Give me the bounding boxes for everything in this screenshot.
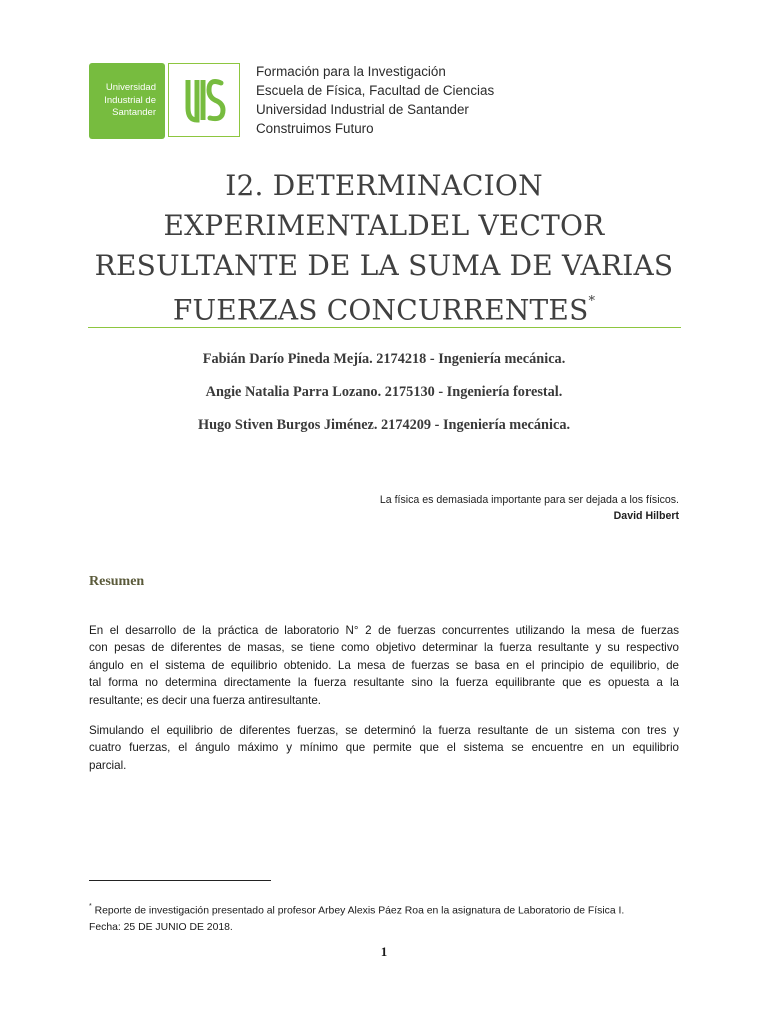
title-line-last <box>80 286 688 330</box>
institution-line: Universidad Industrial de Santander <box>256 102 469 117</box>
title-line-text: FUERZAS CONCURRENTES <box>172 293 589 327</box>
author-line: Angie Natalia Parra Lozano. 2175130 - Ingeniería forestal. <box>205 384 563 400</box>
university-logo-text: Universidad Industrial de Santander <box>104 82 156 119</box>
author-line: Hugo Stiven Burgos Jiménez. 2174209 - Ingeniería mecánica. <box>197 417 571 433</box>
footnote-mark: * <box>89 903 92 910</box>
institution-line: Construimos Futuro <box>256 121 374 136</box>
paragraph-line: con pesas de diferentes de masas, se tiene como objetivo determinar la fuerza resultante y su respectivo <box>89 641 679 655</box>
footnote <box>89 900 681 936</box>
footnote-divider <box>89 880 271 881</box>
title-line: RESULTANTE DE LA SUMA DE VARIAS <box>94 249 674 282</box>
paragraph-line: resultante; es decir una fuerza antiresultante. <box>89 693 322 707</box>
institution-line: Escuela de Física, Facultad de Ciencias <box>256 83 495 98</box>
footnote-line-1 <box>89 900 681 920</box>
institution-line: Formación para la Investigación <box>256 64 446 79</box>
epigraph-quote: La física es demasiada importante para ser dejada a los físicos. <box>379 494 679 506</box>
footnote-line-2: Fecha: 25 DE JUNIO DE 2018. <box>89 921 233 933</box>
paragraph-line: ángulo en el sistema de equilibrio obtenido. La mesa de fuerzas se basa en el principio de equilibrio, de <box>89 658 679 672</box>
paper-title <box>80 166 688 330</box>
abstract-heading: Resumen <box>89 574 145 589</box>
author-line: Fabián Darío Pineda Mejía. 2174218 - Ingeniería mecánica. <box>202 351 566 367</box>
title-divider <box>88 327 681 328</box>
paragraph-line: Simulando el equilibrio de diferentes fuerzas, se determinó la fuerza resultante de un sistema con tres y <box>89 724 679 737</box>
title-footnote-mark: * <box>588 294 596 309</box>
epigraph <box>380 492 679 524</box>
institution-block <box>256 62 556 138</box>
author-list <box>80 347 688 446</box>
university-logo <box>89 63 165 139</box>
abstract-paragraph-1 <box>89 622 679 709</box>
title-line: I2. DETERMINACION <box>225 169 543 202</box>
paragraph-line: En el desarrollo de la práctica de laboratorio N° 2 de fuerzas concurrentes utilizando la mesa de fuerzas <box>89 624 679 637</box>
abstract-paragraph-2 <box>89 722 679 774</box>
paragraph-line: tal forma no determina directamente la fuerza resultante sino la fuerza equilibrante que es opuesta a la <box>89 676 679 690</box>
title-line: EXPERIMENTALDEL VECTOR <box>163 209 605 242</box>
footnote-text: Reporte de investigación presentado al profesor Arbey Alexis Páez Roa en la asignatura de Laboratorio de Física I. <box>91 905 625 917</box>
paragraph-line: cuatro fuerzas, el ángulo máximo y mínimo que permite que el sistema se encuentre en un equilibrio <box>89 741 679 755</box>
paragraph-line: parcial. <box>89 758 127 772</box>
uis-monogram-svg <box>169 64 239 136</box>
page-number: 1 <box>380 944 388 959</box>
uis-monogram-icon <box>168 63 240 137</box>
epigraph-author: David Hilbert <box>613 510 679 522</box>
